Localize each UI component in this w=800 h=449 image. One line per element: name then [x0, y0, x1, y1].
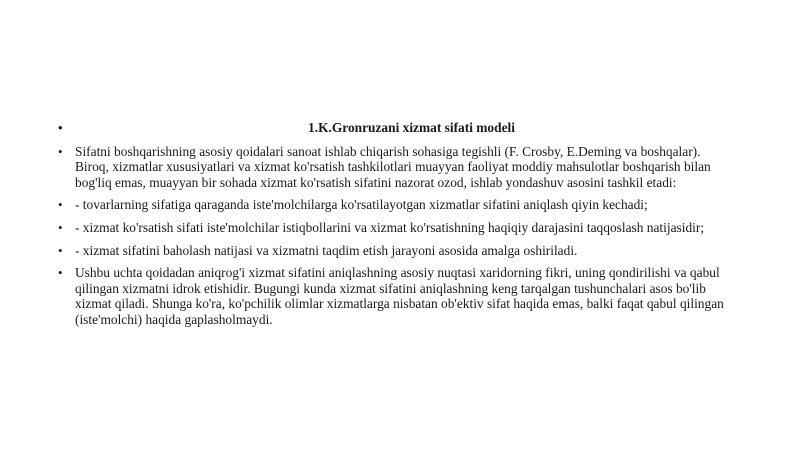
- paragraph-text: - xizmat ko'rsatish sifati iste'molchilar istiqbollarini va xizmat ko'rsatishning haqiqiy darajasini taqqoslash natijasidir;: [75, 219, 705, 235]
- paragraph-item: [58, 144, 728, 191]
- paragraph-item: [58, 243, 728, 259]
- paragraph-text: - tovarlarning sifatiga qaraganda iste'molchilarga ko'rsatilayotgan xizmatlar sifatini aniqlash qiyin kechadi;: [75, 197, 648, 213]
- paragraph-item: [58, 220, 728, 236]
- bullet-list: [58, 120, 728, 335]
- bullet-icon: •: [58, 120, 63, 135]
- bullet-icon: •: [58, 197, 63, 213]
- bullet-icon: •: [58, 219, 63, 235]
- bullet-icon: •: [58, 143, 63, 159]
- paragraph-text: - xizmat sifatini baholash natijasi va xizmatni taqdim etish jarayoni asosida amalga oshiriladi.: [75, 242, 578, 258]
- slide-title-item: [58, 120, 728, 136]
- paragraph-text: Sifatni boshqarishning asosiy qoidalari sanoat ishlab chiqarish sohasiga tegishli (F. Crosby, E.Deming va boshqalar). Biroq, xizmatlar xususiyatlari va xizmat ko'rsatish tashkilotlari muayyan faoliyat moddiy mahsulotlar boshqarish bilan bog'liq emas, muayyan bir sohada xizmat ko'rsatish sifatini nazorat ozod, ishlab yondashuv asosini tashkil etadi:: [75, 143, 711, 190]
- paragraph-item: [58, 265, 728, 327]
- bullet-icon: •: [58, 242, 63, 258]
- slide-title: 1.K.Gronruzani xizmat sifati modeli: [308, 120, 515, 135]
- paragraph-item: [58, 197, 728, 213]
- paragraph-text: Ushbu uchta qoidadan aniqrog'i xizmat sifatini aniqlashning asosiy nuqtasi xaridorning fikri, uning qondirilishi va qabul qilingan xizmatni idrok etishidir. Bugungi kunda xizmat sifatini aniqlashning keng tarqalgan tushunchalari asos bo'lib xizmat qiladi. Shunga ko'ra, ko'pchilik olimlar xizmatlarga nisbatan ob'ektiv sifat haqida emas, balki faqat qabul qilingan (iste'molchi) haqida gaplasholmaydi.: [75, 265, 724, 327]
- bullet-icon: •: [58, 265, 63, 281]
